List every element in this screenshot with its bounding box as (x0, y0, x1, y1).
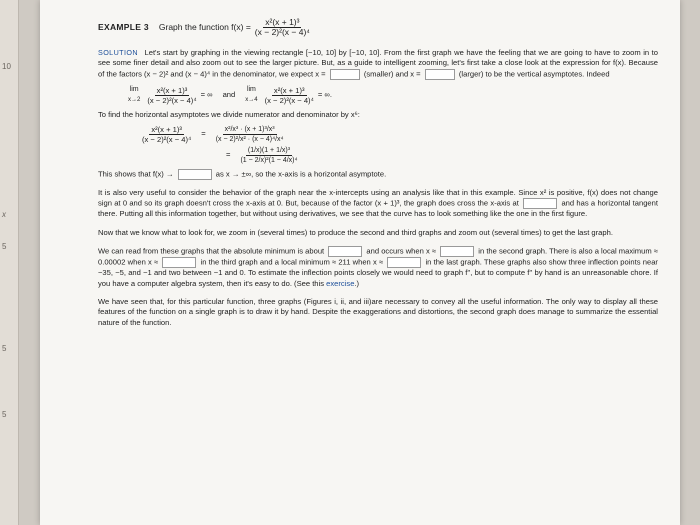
example-heading (98, 14, 658, 40)
solution-paragraph: SOLUTION Let's start by graphing in the viewing rectangle [−10, 10] by [−10, 10]. From the first graph we have the feeling that we are going to have to zoom in to see some finer detail and also zoom out to see the larger picture. But, as a guide to intelligent zooming, let's first take a close look at the expression for f(x). Because of the factors (x − 2)² and (x − 4)⁴ in the denominator, we expect x = (smaller) and x = (larger) to be the vertical asymptotes. Indeed (98, 48, 658, 79)
minimum-paragraph: We can read from these graphs that the absolute minimum is about and occurs when x ≈ in the second graph. There is also a local maximum ≈ 0.00002 when x ≈ in the third graph and a local minimum ≈ 211 when x ≈ in the last graph. These graphs also show three inflection points near −35, −5, and −1 and two between −1 and 0. To estimate the inflection points closely we would need to graph f'', but to compute f'' by hand is an unreasonable chore. If you have a computer algebra system, then it's easy to do. (See this exercise.) (98, 246, 658, 288)
example-prompt: Graph the function f(x) = (158, 21, 251, 32)
answer-blank-limit-value[interactable] (178, 169, 212, 180)
left-margin-strip (0, 0, 19, 525)
example-label: EXAMPLE 3 (98, 21, 149, 32)
horizontal-asymptote-line: This shows that f(x) → as x → ±∞, so the x-axis is a horizontal asymptote. (98, 169, 387, 179)
margin-number: 5 (2, 242, 7, 251)
limit-equations: lim x→2 $\frac{\text{x²(x + 1)³}}{\text{(x − 2)²(x − 4)⁴}}$ = ∞ and lim x→4 $\frac{\text{x²(x + 1)³}}{\text{(x − 2)²(x − 4)⁴}}$ = ∞. (128, 85, 332, 105)
answer-blank-smaller-asymptote[interactable] (330, 69, 360, 80)
answer-blank-local-maximum-x[interactable] (162, 257, 196, 268)
solution-label: SOLUTION (98, 48, 138, 57)
answer-blank-local-minimum-x[interactable] (387, 257, 421, 268)
page-content (98, 10, 658, 333)
margin-number: 10 (2, 62, 11, 71)
summary-paragraph: We have seen that, for this particular function, three graphs (Figures i, ii, and iii)are necessary to convey all the useful information. The only way to display all these features of the function on a single graph is to draw it by hand. Despite the exaggerations and distortions, the second graph does manage to summarize the essential nature of the function. (98, 297, 658, 327)
answer-blank-minimum-x[interactable] (440, 246, 474, 257)
exercise-link[interactable]: exercise (326, 278, 355, 288)
textbook-page (40, 0, 680, 525)
answer-blank-x-intercept[interactable] (523, 198, 557, 209)
function-fraction: $\frac{\text{x²(x + 1)³}}{\text{(x − 2)²(x − 4)⁴}}$ (254, 16, 310, 37)
zoom-paragraph: Now that we know what to look for, we zoom in (several times) to produce the second and third graphs and zoom out (several times) to get the last graph. (98, 227, 613, 237)
answer-blank-absolute-minimum[interactable] (328, 246, 362, 257)
margin-number: 5 (2, 344, 7, 353)
intercept-paragraph: It is also very useful to consider the behavior of the graph near the x-intercepts using an analysis like that in this example. Since x² is positive, f(x) does not change sign at 0 and so its graph doesn't cross the x-axis at 0. But, because of the factor (x + 1)³, the graph does cross the x-axis at and has a horizontal tangent there. Putting all this information together, but without using derivatives, we see that the curve has to look something like the one in the first figure. (98, 188, 658, 219)
horizontal-intro: To find the horizontal asymptotes we divide numerator and denominator by x⁶: (98, 109, 360, 119)
division-equations: $\frac{\text{x²(x + 1)³}}{\text{(x − 2)²(x − 4)⁴}}$ = $\frac{\text{x²/x³ · (x + 1)³/x³}}{\text{(x − 2)²/x² · (x − 4)⁴/x⁴}}$ = $\frac{\text{(1/x)(1 + 1/x)³}}{\text{(1 − 2/x)²(1 − 4/x)⁴}}$ (142, 125, 298, 165)
answer-blank-larger-asymptote[interactable] (425, 69, 455, 80)
margin-number: 5 (2, 410, 7, 419)
margin-x-label: x (2, 210, 6, 219)
